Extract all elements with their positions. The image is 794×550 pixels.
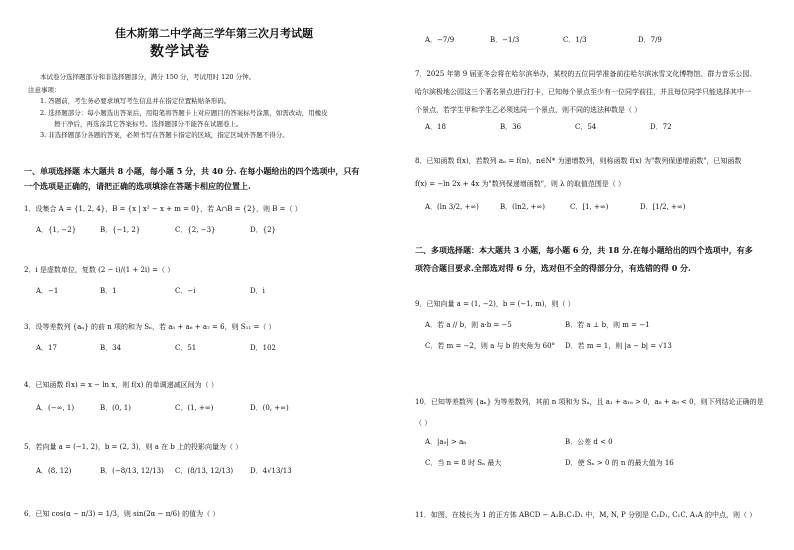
exam-intro: 本试卷分选择题部分和非选择题部分，满分 150 分，考试用时 120 分钟。 xyxy=(40,73,256,81)
q8-option-b: B．(ln2, +∞) xyxy=(500,203,545,211)
q7-option-b: B．36 xyxy=(500,123,522,131)
q9-option-a: A．若 a // b，则 a·b = −5 xyxy=(425,321,512,329)
q2-option-c: C．−i xyxy=(175,287,196,295)
q7-option-c: C．54 xyxy=(575,123,597,131)
q3-option-c: C．51 xyxy=(175,344,197,352)
note-2-cont: 擦干净后，再选涂其它答案标号。选择题部分不能答在试题卷上。 xyxy=(54,120,243,128)
section1-heading: 一、单项选择题 本大题共 8 小题，每小题 5 分，共 40 分. 在每小题给出的四个选项中，只有 xyxy=(24,166,360,176)
q2-option-b: B．1 xyxy=(100,287,117,295)
q4-option-c: C．(1, +∞) xyxy=(175,404,214,412)
q4-option-b: B．(0, 1) xyxy=(100,404,131,412)
q7-option-a: A．18 xyxy=(425,123,446,131)
question-2-stem: 2．i 是虚数单位，复数 (2 − i)/(1 + 2i) =（ ） xyxy=(24,266,175,274)
q2-option-a: A．−1 xyxy=(36,287,59,295)
school-title: 佳木斯第二中学高三学年第三次月考试题 xyxy=(115,27,313,40)
q3-option-a: A．17 xyxy=(36,344,57,352)
q1-option-c: C．{2, −3} xyxy=(175,226,216,234)
q10-option-a: A．|a₉| > a₈ xyxy=(425,438,467,446)
q10-option-c: C．当 n = 8 时 Sₙ 最大 xyxy=(425,459,502,467)
q5-option-c: C．(8/13, 12/13) xyxy=(175,467,234,475)
q6-option-d: D．7/9 xyxy=(638,36,662,44)
section1-heading-cont: 一个选项是正确的，请把正确的选项填涂在答题卡相应的位置上. xyxy=(24,181,251,191)
question-7-line1: 7．2025 年第 9 届亚冬会将在哈尔滨举办，某校的五位同学准备前往哈尔滨冰雪文化博物馆、群力音乐公园、 xyxy=(415,70,757,78)
q1-option-b: B．{−1, 2} xyxy=(100,226,141,234)
notes-title: 注意事项： xyxy=(28,86,61,94)
q8-option-d: D．[1/2, +∞) xyxy=(640,203,686,211)
q6-option-a: A．−7/9 xyxy=(425,36,455,44)
q1-option-a: A．{1, −2} xyxy=(36,226,77,234)
q3-option-d: D．102 xyxy=(250,344,276,352)
q1-option-d: D．{2} xyxy=(250,226,276,234)
q8-option-c: C．[1, +∞) xyxy=(570,203,609,211)
question-7-line2: 哈尔滨极地公园这三个著名景点进行打卡，已知每个景点至少有一位同学前往，并且每位同学只能选择其中一 xyxy=(415,88,751,96)
q3-option-b: B．34 xyxy=(100,344,122,352)
q2-option-d: D．i xyxy=(250,287,265,295)
q5-option-b: B．(−8/13, 12/13) xyxy=(100,467,164,475)
exam-title: 数学试卷 xyxy=(150,44,210,60)
question-3-stem: 3．设等差数列 {aₙ} 的前 n 项的和为 Sₙ，若 a₅ + a₆ + a₇ = 6，则 S₁₁ =（ ） xyxy=(24,323,276,331)
q4-option-d: D．(0, +∞) xyxy=(250,404,289,412)
note-1: 1. 答题前，考生务必要求填写考生信息并在指定位置粘贴条形码。 xyxy=(40,97,231,105)
question-8-line1: 8．已知函数 f(x)，若数列 aₙ = f(n)，n∈N* 为递增数列，则称函数 f(x) 为"数列保递增函数"，已知函数 xyxy=(415,157,742,165)
q7-option-d: D．72 xyxy=(650,123,672,131)
q4-option-a: A．(−∞, 1) xyxy=(36,404,75,412)
question-8-line2: f(x) = −ln 2x + 4x 为"数列保递增函数"，则 λ 的取值范围是（ ） xyxy=(415,180,626,188)
question-6-stem: 6．已知 cos(α − π/3) = 1/3，则 sin(2α − π/6) 的值为（ ） xyxy=(24,510,220,518)
question-5-stem: 5．若向量 a = (−1, 2)，b = (2, 3)，则 a 在 b 上的投影向量为（ ） xyxy=(24,443,243,451)
q8-option-a: A．(ln 3/2, +∞) xyxy=(425,203,479,211)
section2-heading: 二、多项选择题：本大题共 3 小题，每小题 6 分，共 18 分.在每小题给出的四个选项中，有多 xyxy=(415,245,753,255)
question-4-stem: 4．已知函数 f(x) = x − ln x，则 f(x) 的单调递减区间为（ ） xyxy=(24,381,218,389)
q10-option-d: D．使 Sₙ > 0 的 n 的最大值为 16 xyxy=(565,459,674,467)
q9-option-d: D．若 m = 1，则 |a − b| = √13 xyxy=(565,342,672,350)
q6-option-b: B．−1/3 xyxy=(490,36,520,44)
question-11-stem: 11．如图，在棱长为 1 的正方体 ABCD − A₁B₁C₁D₁ 中，M, N, P 分别是 C₁D₁, C₁C, A₁A 的中点，则（ ） xyxy=(415,511,757,519)
question-10-line2: （ ） xyxy=(415,419,432,427)
section2-heading-cont: 项符合题目要求.全部选对得 6 分，选对但不全的得部分分，有选错的得 0 分. xyxy=(415,263,691,273)
q9-option-b: B．若 a ⊥ b，则 m = −1 xyxy=(565,321,650,329)
question-9-stem: 9．已知向量 a = (1, −2)，b = (−1, m)，则（ ） xyxy=(415,300,575,308)
q5-option-d: D．4√13/13 xyxy=(250,467,292,475)
note-3: 3. 非选择题部分各题的答案，必须书写在答题卡指定的区域，指定区域外答题不得分。 xyxy=(40,131,289,139)
question-1-stem: 1．设集合 A = {1, 2, 4}，B = {x | x² − x + m = 0}，若 A∩B = {2}，则 B =（ ） xyxy=(24,205,302,213)
q6-option-c: C．1/3 xyxy=(563,36,587,44)
q9-option-c: C．若 m = −2，则 a 与 b 的夹角为 60° xyxy=(425,342,556,350)
question-10-line1: 10．已知等差数列 {aₙ} 为等差数列，其前 n 项和为 Sₙ，且 a₁ + a₁₆ > 0，a₈ + a₉ < 0，则下列结论正确的是 xyxy=(415,398,764,406)
note-2: 2. 选择题部分：每小题选出答案后，用铅笔将答题卡上对应题目的答案标号涂黑，如需改动，用橡皮 xyxy=(40,109,328,117)
q5-option-a: A．(8, 12) xyxy=(36,467,72,475)
question-7-line3: 个景点，若学生甲和学生乙必须选同一个景点，则不同的选法种数是（ ） xyxy=(415,106,642,114)
q10-option-b: B．公差 d < 0 xyxy=(565,438,613,446)
